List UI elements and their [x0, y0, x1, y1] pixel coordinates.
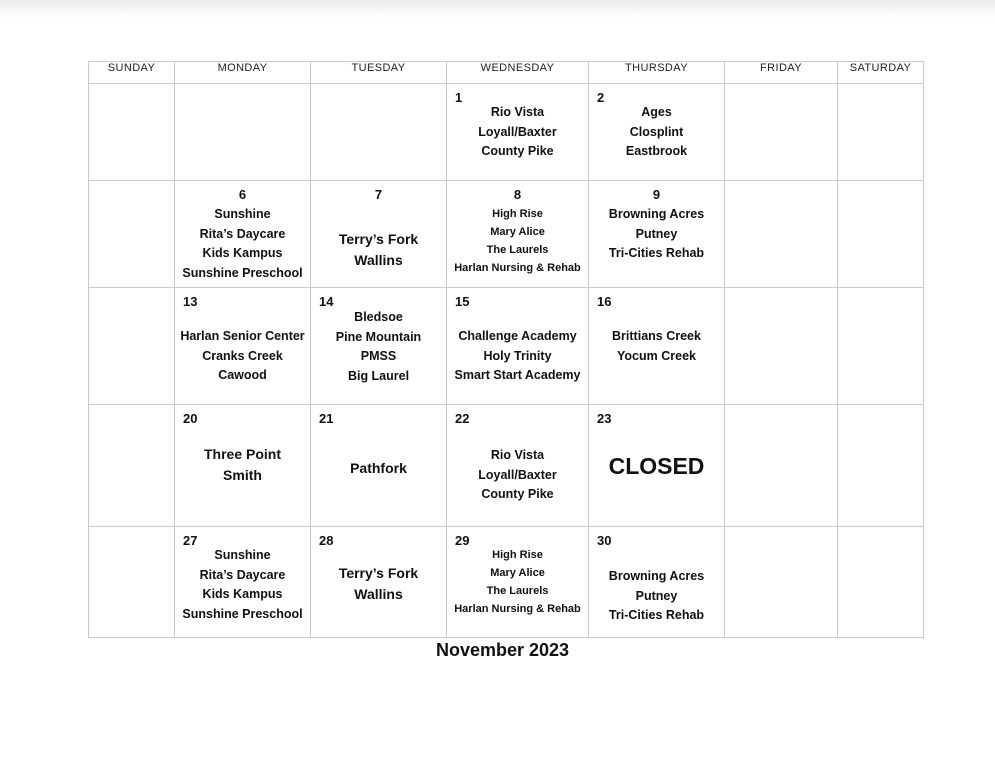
entry: Loyall/Baxter [478, 124, 557, 139]
day-entries [447, 327, 588, 386]
entry: Tri-Cities Rehab [608, 608, 705, 622]
entry: Challenge Academy [458, 329, 577, 343]
day-entries [589, 103, 724, 162]
day-cell [175, 181, 311, 288]
day-cell-empty [838, 527, 924, 638]
day-number: 30 [597, 533, 612, 548]
day-entries [447, 103, 588, 162]
entry: Big Laurel [347, 368, 410, 383]
entry: Mary Alice [490, 226, 545, 238]
page-top-shadow [0, 0, 995, 18]
day-cell-empty [175, 84, 311, 181]
day-number: 8 [513, 187, 522, 202]
week-row [89, 405, 924, 527]
weekday-header-row [89, 62, 924, 84]
entry: Sunshine [214, 207, 271, 221]
day-entries [311, 458, 446, 479]
entry: The Laurels [486, 244, 549, 256]
entry: Yocum Creek [617, 348, 696, 363]
day-cell-empty [89, 288, 175, 405]
weekday-saturday: SATURDAY [838, 62, 924, 84]
day-cell [447, 84, 589, 181]
entry: Sunshine Preschool [182, 265, 303, 280]
day-cell-empty [838, 288, 924, 405]
day-cell [311, 405, 447, 527]
day-cell [447, 405, 589, 527]
entry: Holy Trinity [483, 348, 552, 363]
entry: Three Point [203, 446, 281, 462]
day-cell-empty [725, 84, 838, 181]
day-cell-empty [89, 84, 175, 181]
entry: Loyall/Baxter [478, 467, 557, 482]
entry: Harlan Nursing & Rehab [454, 262, 581, 274]
week-row [89, 527, 924, 638]
day-number: 13 [183, 294, 198, 309]
week-row [89, 181, 924, 288]
entry: Rio Vista [490, 105, 545, 119]
day-number: 15 [455, 294, 470, 309]
day-number: 9 [652, 187, 661, 202]
day-number: 1 [455, 90, 463, 105]
day-cell [175, 288, 311, 405]
entry: Putney [635, 226, 678, 241]
day-number: 14 [319, 294, 334, 309]
entry: PMSS [360, 349, 397, 363]
day-cell-empty [725, 288, 838, 405]
entry: Sunshine Preschool [182, 606, 303, 621]
day-cell [175, 527, 311, 638]
weekday-thursday: THURSDAY [589, 62, 725, 84]
day-number: 28 [319, 533, 334, 548]
day-number: 2 [597, 90, 605, 105]
day-number: 23 [597, 411, 612, 426]
entry: Wallins [354, 586, 403, 602]
day-cell [311, 288, 447, 405]
day-cell [589, 527, 725, 638]
day-cell [589, 84, 725, 181]
day-cell-empty [311, 84, 447, 181]
day-entries [175, 327, 310, 386]
day-cell [589, 181, 725, 288]
entry: High Rise [492, 549, 543, 561]
day-entries [175, 444, 310, 486]
weekday-monday: MONDAY [175, 62, 311, 84]
day-entries [589, 567, 724, 626]
entry: Mary Alice [490, 567, 545, 579]
day-cell-empty [89, 405, 175, 527]
entry: Browning Acres [608, 207, 705, 221]
day-cell [447, 288, 589, 405]
entry: Tri-Cities Rehab [608, 246, 705, 260]
weekday-friday: FRIDAY [725, 62, 838, 84]
day-number: 29 [455, 533, 470, 548]
day-cell [175, 405, 311, 527]
week-row [89, 84, 924, 181]
entry: Terry’s Fork [338, 231, 419, 247]
entry: CLOSED [608, 453, 705, 479]
entry: Smith [223, 467, 262, 483]
day-number: 16 [597, 294, 612, 309]
day-number: 6 [238, 187, 247, 202]
week-row [89, 288, 924, 405]
entry: Wallins [354, 252, 403, 268]
day-cell [447, 527, 589, 638]
entry: The Laurels [486, 585, 549, 597]
day-cell [311, 527, 447, 638]
day-number: 7 [374, 187, 383, 202]
entry: Bledsoe [354, 310, 403, 324]
entry: Smart Start Academy [454, 368, 581, 382]
day-entries [447, 446, 588, 505]
day-cell [589, 405, 725, 527]
entry: Cranks Creek [202, 348, 283, 363]
weekday-sunday: SUNDAY [89, 62, 175, 84]
day-cell-empty [725, 181, 838, 288]
entry: High Rise [492, 208, 543, 220]
entry: Sunshine [214, 548, 271, 562]
month-caption: November 2023 [435, 640, 570, 660]
day-entries [311, 563, 446, 605]
entry: Harlan Senior Center [180, 329, 305, 343]
day-number: 22 [455, 411, 470, 426]
entry: Pine Mountain [335, 329, 422, 344]
day-number: 27 [183, 533, 198, 548]
entry: Rita’s Daycare [199, 567, 286, 582]
closed-label [589, 453, 724, 479]
day-entries [311, 308, 446, 386]
day-cell [447, 181, 589, 288]
entry: County Pike [481, 487, 554, 501]
day-cell-empty [838, 405, 924, 527]
entry: Putney [635, 588, 678, 603]
day-entries [589, 205, 724, 264]
entry: Cawood [218, 368, 267, 382]
day-cell-empty [89, 527, 175, 638]
entry: County Pike [481, 144, 554, 158]
day-cell-empty [725, 405, 838, 527]
day-cell-empty [838, 84, 924, 181]
day-cell-empty [725, 527, 838, 638]
day-entries [175, 205, 310, 283]
day-number: 21 [319, 411, 334, 426]
entry: Harlan Nursing & Rehab [454, 603, 581, 615]
entry: Rita’s Daycare [199, 226, 286, 241]
entry: Pathfork [350, 460, 407, 476]
day-entries [447, 546, 588, 618]
calendar-grid [88, 61, 924, 638]
weekday-tuesday: TUESDAY [311, 62, 447, 84]
entry: Closplint [629, 124, 684, 139]
entry: Kids Kampus [202, 587, 283, 601]
day-cell [589, 288, 725, 405]
weekday-wednesday: WEDNESDAY [447, 62, 589, 84]
entry: Ages [641, 105, 672, 119]
entry: Rio Vista [490, 448, 545, 462]
entry: Brittians Creek [612, 329, 701, 343]
day-entries [447, 205, 588, 277]
day-cell [311, 181, 447, 288]
day-entries [589, 327, 724, 366]
entry: Terry’s Fork [338, 565, 419, 581]
entry: Eastbrook [625, 144, 688, 158]
day-entries [311, 229, 446, 271]
day-number: 20 [183, 411, 198, 426]
entry: Kids Kampus [202, 246, 283, 260]
day-cell-empty [89, 181, 175, 288]
day-cell-empty [838, 181, 924, 288]
entry: Browning Acres [608, 569, 705, 583]
day-entries [175, 546, 310, 624]
